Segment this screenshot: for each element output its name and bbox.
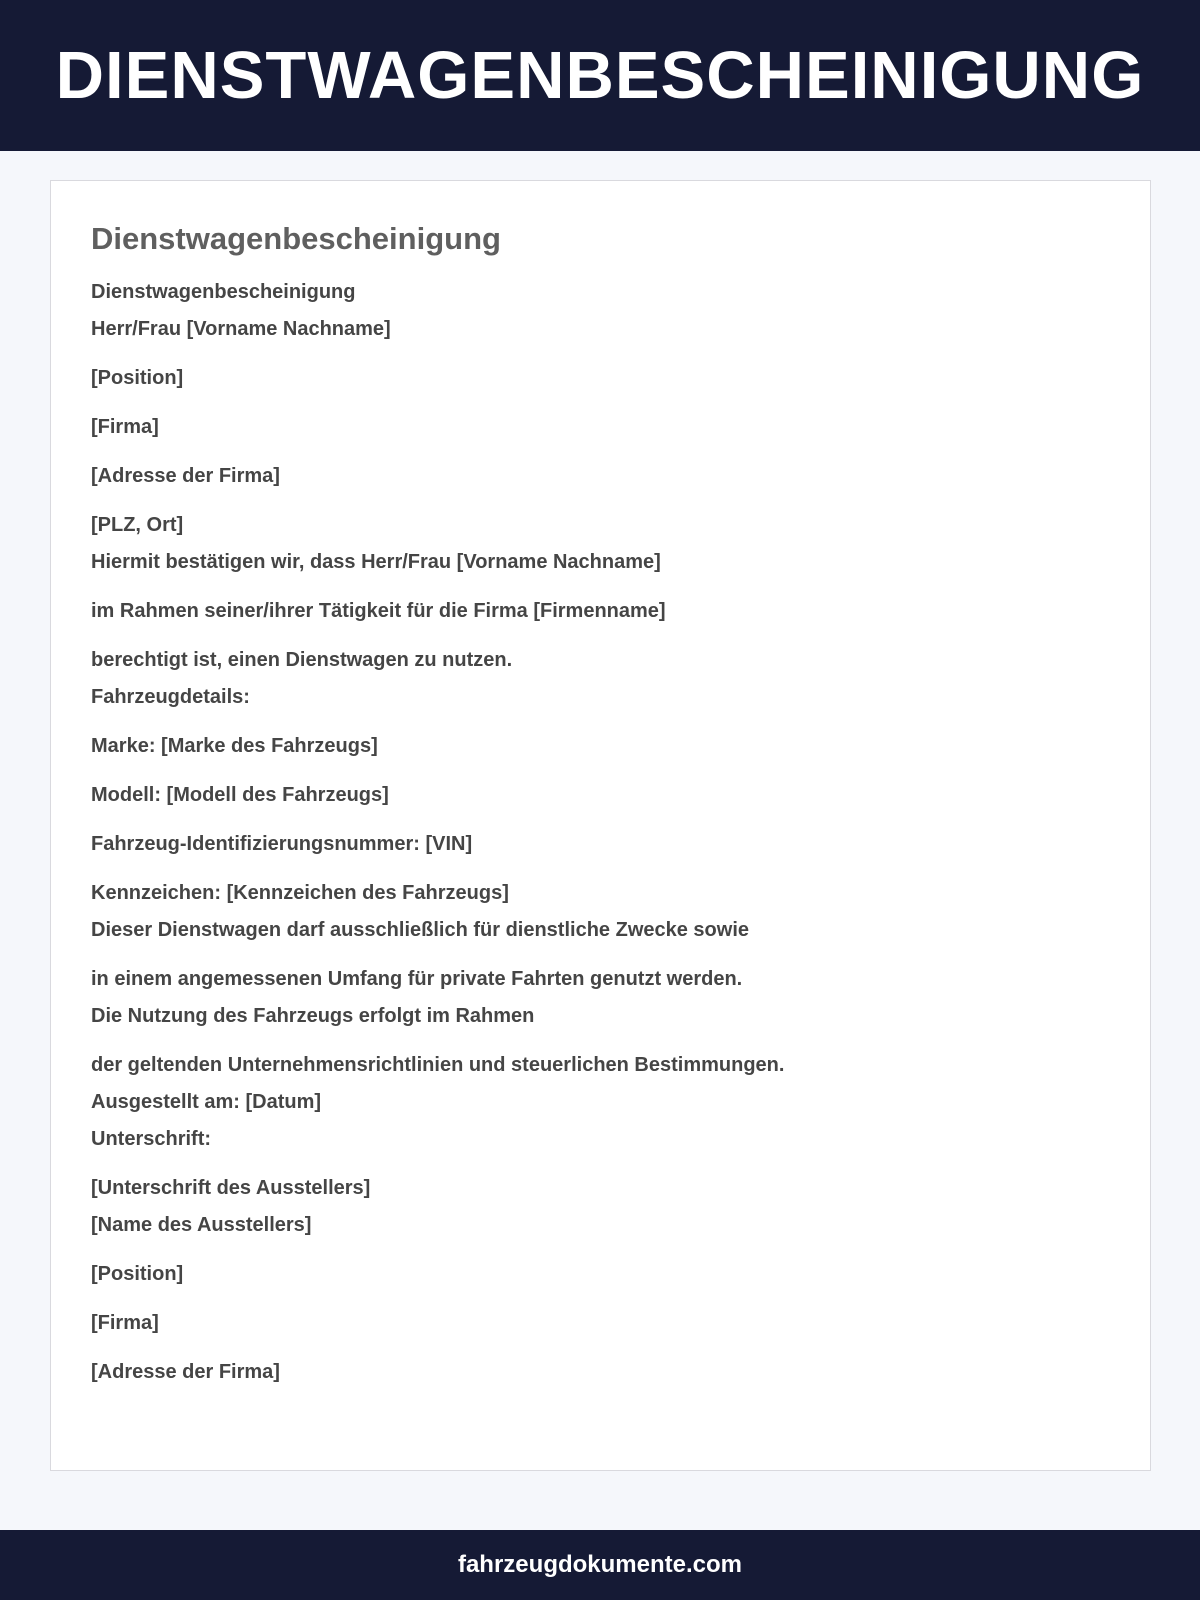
document-line: berechtigt ist, einen Dienstwagen zu nutzen. (91, 649, 513, 671)
document-line: Modell: [Modell des Fahrzeugs] (91, 784, 389, 806)
document-line: [Position] (91, 367, 184, 389)
document-line: in einem angemessenen Umfang für private Fahrten genutzt werden. (91, 968, 743, 990)
document-line: Herr/Frau [Vorname Nachname] (91, 318, 391, 340)
document-line: [Position] (91, 1263, 184, 1285)
footer-banner (0, 1530, 1200, 1600)
document-line: [Unterschrift des Ausstellers] (91, 1177, 371, 1199)
document-line: Ausgestellt am: [Datum] (91, 1091, 322, 1113)
document-line: Dienstwagenbescheinigung (91, 281, 356, 303)
document-line: Marke: [Marke des Fahrzeugs] (91, 735, 378, 757)
document-line: Fahrzeugdetails: (91, 686, 250, 708)
document-line: Hiermit bestätigen wir, dass Herr/Frau [Vorname Nachname] (91, 551, 661, 573)
document-line: Unterschrift: (91, 1128, 212, 1150)
document-line: Dieser Dienstwagen darf ausschließlich für dienstliche Zwecke sowie (91, 919, 749, 941)
document-line: Fahrzeug-Identifizierungsnummer: [VIN] (91, 833, 473, 855)
document-line: [Adresse der Firma] (91, 1361, 280, 1383)
document-line: Die Nutzung des Fahrzeugs erfolgt im Rahmen (91, 1005, 535, 1027)
document-line: [Firma] (91, 1312, 159, 1334)
document-line: [Adresse der Firma] (91, 465, 280, 487)
header-banner (0, 0, 1200, 151)
banner-title: DIENSTWAGENBESCHEINIGUNG (55, 38, 1145, 113)
document-title: Dienstwagenbescheinigung (91, 221, 501, 256)
document-line: [PLZ, Ort] (91, 514, 184, 536)
document-line: [Firma] (91, 416, 159, 438)
document-line: Kennzeichen: [Kennzeichen des Fahrzeugs] (91, 882, 509, 904)
document-line: im Rahmen seiner/ihrer Tätigkeit für die Firma [Firmenname] (91, 600, 666, 622)
document-card (50, 180, 1151, 1471)
footer-site-link[interactable]: fahrzeugdokumente.com (457, 1551, 743, 1578)
document-line: der geltenden Unternehmensrichtlinien und steuerlichen Bestimmungen. (91, 1054, 785, 1076)
document-line: [Name des Ausstellers] (91, 1214, 312, 1236)
